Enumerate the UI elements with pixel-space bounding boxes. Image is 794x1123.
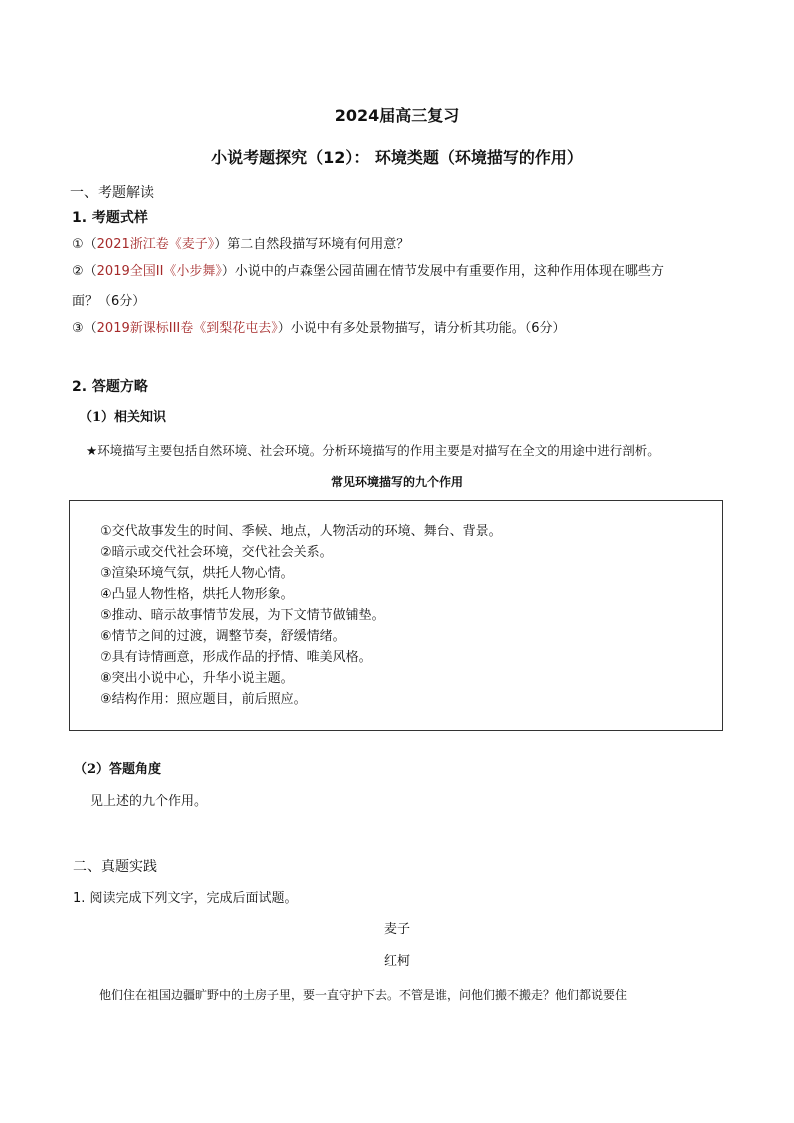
question-3	[72, 319, 566, 339]
question-1	[72, 235, 409, 255]
function-item: ⑤推动、暗示故事情节发展，为下文情节做铺垫。	[100, 608, 385, 623]
function-item: ⑥情节之间的过渡，调整节奏，舒缓情绪。	[100, 629, 346, 644]
subsection-heading-question-samples: 1. 考题式样	[72, 210, 148, 226]
knowledge-text: ★环境描写主要包括自然环境、社会环境。分析环境描写的作用主要是对描写在全文的用途中进行剖析。	[86, 443, 660, 458]
story-author: 红柯	[383, 954, 410, 969]
function-item: ⑧突出小说中心，升华小说主题。	[100, 671, 294, 686]
question-2-num: ②（	[72, 264, 97, 279]
question-2	[72, 262, 664, 282]
page-title: 2024届高三复习	[334, 106, 460, 125]
box-title: 常见环境描写的九个作用	[330, 475, 463, 489]
question-2-source: 2019全国II《小步舞》	[96, 264, 222, 279]
question-1-num: ①（	[72, 237, 97, 252]
question-1-source: 2021浙江卷《麦子》	[96, 237, 215, 252]
page-subtitle: 小说考题探究（12）： 环境类题（环境描写的作用）	[211, 148, 583, 167]
knowledge-heading: （1）相关知识	[79, 410, 167, 425]
subsection-heading-strategy: 2. 答题方略	[72, 379, 148, 395]
story-first-line: 他们住在祖国边疆旷野中的土房子里，要一直守护下去。不管是谁，问他们搬不搬走？他们都说要住	[99, 988, 628, 1002]
function-item: ③渲染环境气氛，烘托人物心情。	[100, 566, 294, 581]
functions-box	[69, 500, 723, 731]
story-title: 麦子	[383, 922, 410, 937]
angle-heading: （2）答题角度	[74, 762, 162, 777]
section-heading-1: 一、考题解读	[70, 185, 154, 201]
function-item: ②暗示或交代社会环境，交代社会关系。	[100, 545, 333, 560]
reading-instruction: 1. 阅读完成下列文字，完成后面试题。	[73, 891, 298, 906]
function-item: ⑦具有诗情画意，形成作品的抒情、唯美风格。	[100, 650, 372, 665]
angle-text: 见上述的九个作用。	[90, 794, 208, 809]
function-item: ①交代故事发生的时间、季候、地点，人物活动的环境、舞台、背景。	[100, 524, 502, 539]
question-2-continued: 面？（6分）	[72, 294, 146, 309]
function-item: ⑨结构作用：照应题目，前后照应。	[100, 692, 307, 707]
question-3-text: ）小说中有多处景物描写，请分析其功能。（6分）	[277, 321, 566, 336]
question-3-num: ③（	[72, 321, 97, 336]
section-heading-2: 二、真题实践	[73, 859, 157, 875]
question-3-source: 2019新课标III卷《到梨花屯去》	[96, 321, 278, 336]
question-1-text: ）第二自然段描写环境有何用意？	[214, 237, 410, 252]
question-2-text: ）小说中的卢森堡公园苗圃在情节发展中有重要作用，这种作用体现在哪些方	[221, 264, 664, 279]
function-item: ④凸显人物性格，烘托人物形象。	[100, 587, 294, 602]
